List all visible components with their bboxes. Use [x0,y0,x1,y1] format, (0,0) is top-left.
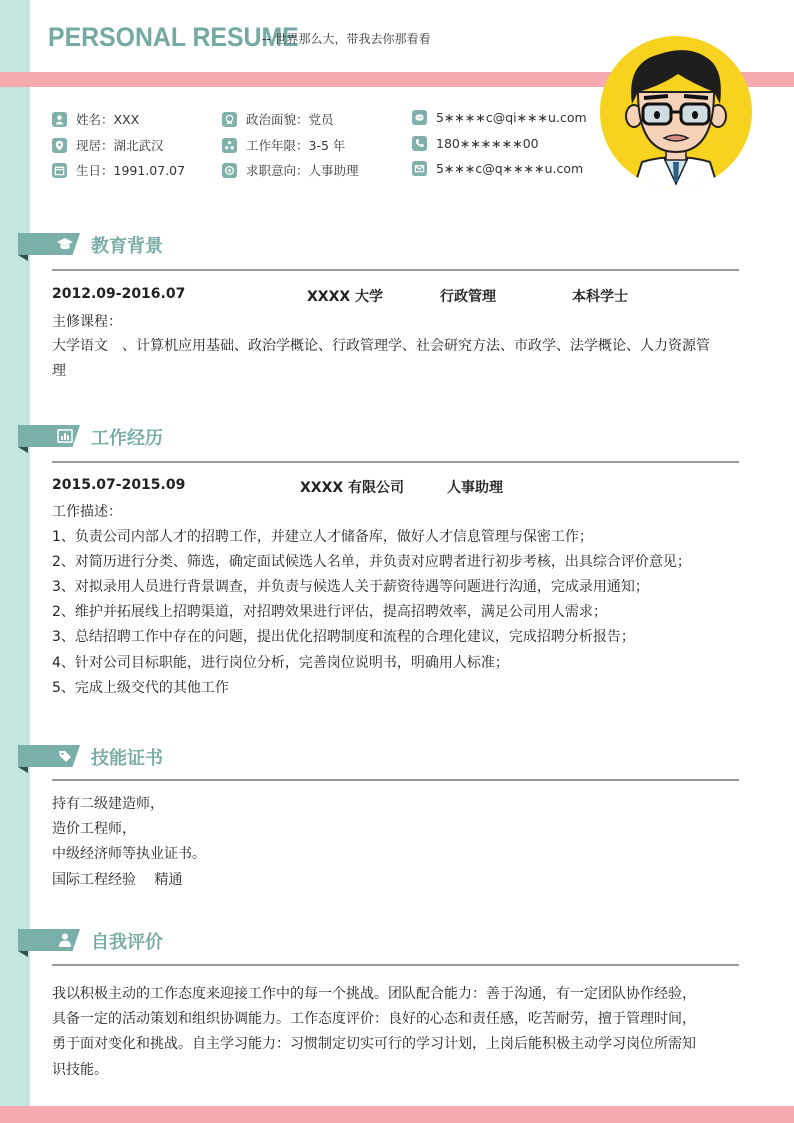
qq-icon [412,110,427,125]
self-eval-line: 我以积极主动的工作态度来迎接工作中的每一个挑战。团队配合能力：善于沟通，有一定团队协作经验， [52,986,696,1002]
info-years [222,136,345,154]
location-icon [52,138,67,153]
section-title: 自我评价 [91,932,163,953]
avatar [598,34,754,190]
self-eval-line: 具备一定的活动策划和组织协调能力。工作态度评价：良好的心态和责任感，吃苦耐劳，擅于管理时间， [52,1011,696,1027]
edu-period: 2012.09-2016.07 [52,286,186,302]
info-text: 姓名：XXX [76,112,140,127]
resume-motto: -- 世界那么大，带我去你那看看 [262,32,431,46]
bottom-pink-band [0,1106,794,1123]
person-icon [56,932,74,948]
graduation-cap-icon [56,236,74,252]
bar-chart-icon [56,428,74,444]
section-fold [18,767,28,773]
section-fold [18,447,28,453]
section-title: 教育背景 [91,236,163,257]
info-qq [412,110,587,125]
section-title: 技能证书 [91,748,163,769]
edu-school: XXXX 大学 [307,289,384,305]
section-divider [52,461,739,463]
info-political [222,110,334,128]
chart-icon [222,138,237,153]
info-text: 5∗∗∗∗c@qi∗∗∗u.com [436,110,587,125]
info-text: 政治面貌：党员 [246,112,334,127]
skill-item: 造价工程师， [52,821,136,837]
info-location [52,136,164,154]
skill-item: 国际工程经验 精通 [52,872,183,888]
self-eval-line: 勇于面对变化和挑战。自主学习能力：习惯制定切实可行的学习计划，上岗后能积极主动学习岗位所需知 [52,1036,696,1052]
info-text: 求职意向：人事助理 [246,163,359,178]
info-intent [222,161,359,179]
phone-icon [412,136,427,151]
tag-icon [56,748,74,764]
section-title: 工作经历 [91,428,163,449]
user-icon [52,112,67,127]
work-position: 人事助理 [447,480,503,496]
edu-courses-line: 理 [52,363,66,379]
skill-item: 持有二级建造师， [52,796,164,812]
info-text: 180∗∗∗∗∗∗00 [436,136,539,151]
section-fold [18,255,28,261]
info-birthday [52,161,185,179]
work-desc-item: 2、对简历进行分类、筛选，确定面试候选人名单，并负责对应聘者进行初步考核，出具综合评价意见； [52,554,691,570]
info-email [412,161,583,176]
info-text: 现居：湖北武汉 [76,138,164,153]
target-icon [222,163,237,178]
edu-courses-line: 大学语文 、计算机应用基础、政治学概论、行政管理学、社会研究方法、市政学、法学概论、人力资源管 [52,338,710,354]
section-divider [52,269,739,271]
work-desc-item: 5、完成上级交代的其他工作 [52,680,229,696]
work-desc-label: 工作描述： [52,504,122,520]
work-desc-item: 4、针对公司目标职能，进行岗位分析，完善岗位说明书，明确用人标准； [52,655,509,671]
info-phone [412,136,539,151]
work-desc-item: 3、对拟录用人员进行背景调查，并负责与候选人关于薪资待遇等问题进行沟通，完成录用通知； [52,579,649,595]
info-text: 工作年限：3-5 年 [246,138,346,153]
section-divider [52,964,739,966]
work-desc-item: 1、负责公司内部人才的招聘工作，并建立人才储备库，做好人才信息管理与保密工作； [52,529,593,545]
work-desc-item: 2、维护并拓展线上招聘渠道，对招聘效果进行评估，提高招聘效率，满足公司用人需求； [52,604,607,620]
edu-major: 行政管理 [440,289,496,305]
work-company: XXXX 有限公司 [300,480,405,496]
info-text: 生日：1991.07.07 [76,163,186,178]
info-text: 5∗∗∗c@q∗∗∗∗u.com [436,161,584,176]
mail-icon [412,161,427,176]
section-fold [18,951,28,957]
info-name [52,110,139,128]
calendar-icon [52,163,67,178]
edu-degree: 本科学士 [572,289,628,305]
self-eval-line: 识技能。 [52,1062,108,1078]
edu-courses-label: 主修课程： [52,314,122,330]
resume-title: PERSONAL RESUME [48,22,299,52]
work-desc-item: 3、总结招聘工作中存在的问题，提出优化招聘制度和流程的合理化建议，完成招聘分析报告； [52,629,635,645]
work-period: 2015.07-2015.09 [52,477,186,493]
skill-item: 中级经济师等执业证书。 [52,846,206,862]
badge-icon [222,112,237,127]
section-divider [52,779,739,781]
